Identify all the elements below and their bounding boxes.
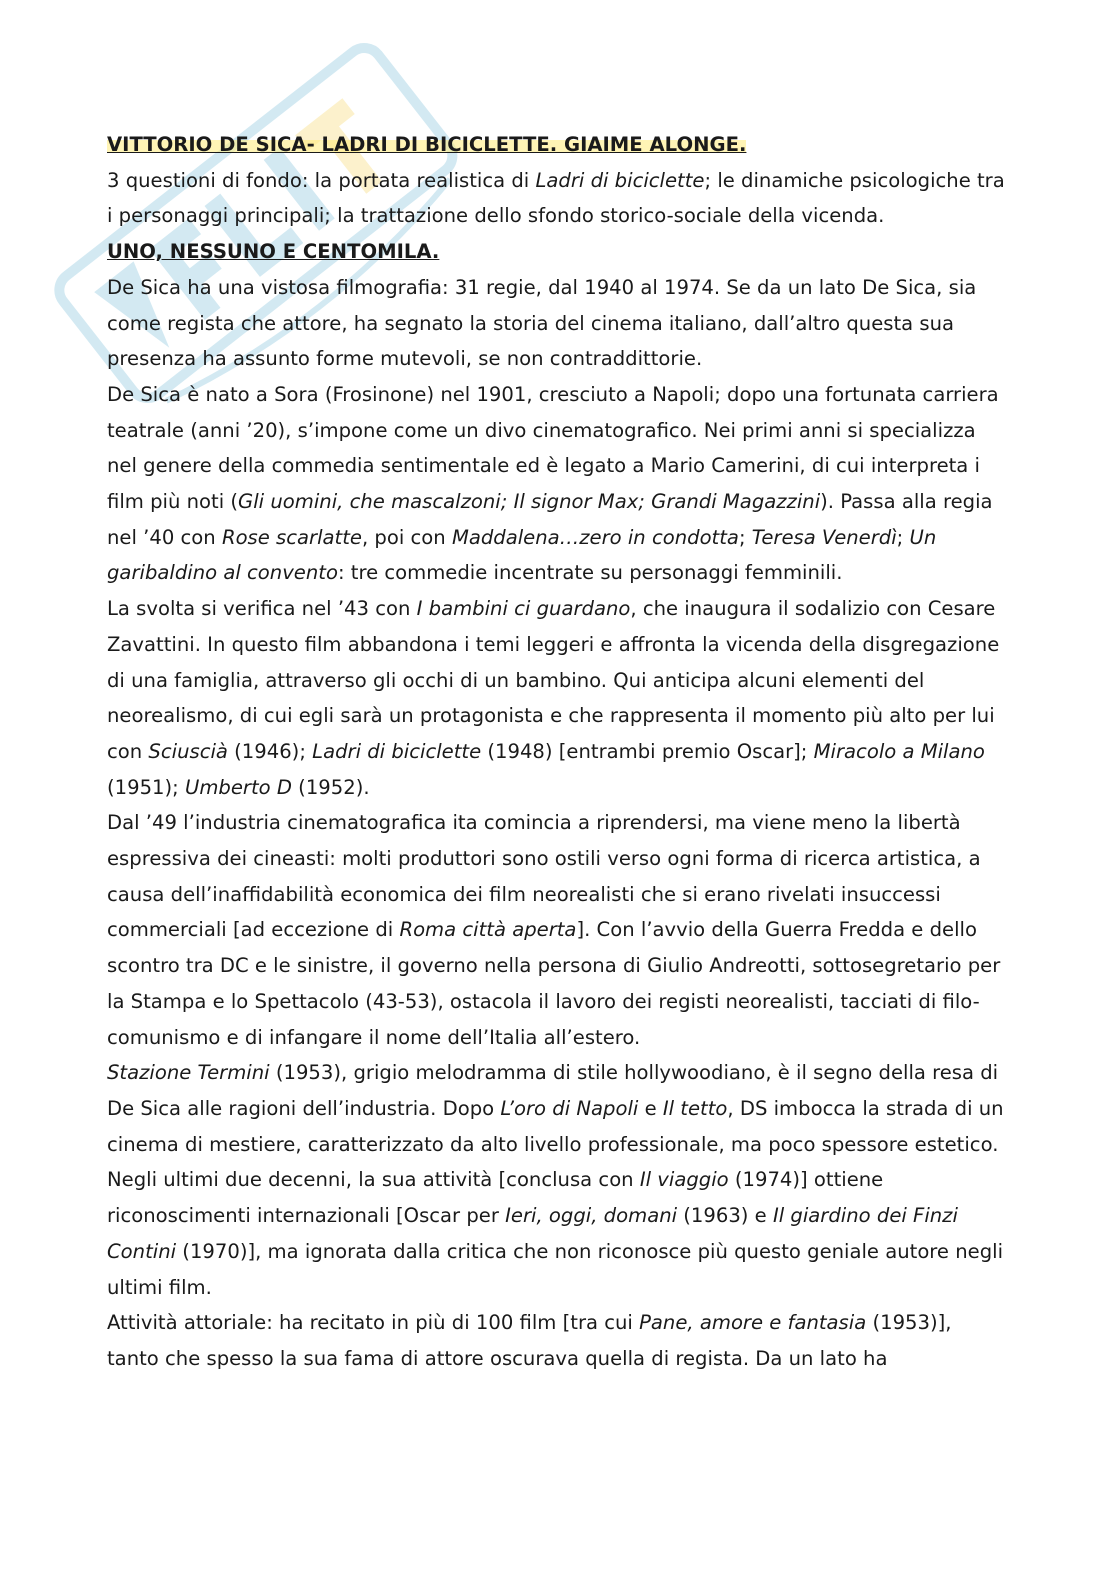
paragraph-filmography: De Sica ha una vistosa filmografia: 31 regie, dal 1940 al 1974. Se da un lato De Sica, sia come regista che attore, ha segnato la storia del cinema italiano, dall’altro questa sua presenza ha assunto forme mutevoli, se non contraddittorie. bbox=[107, 275, 977, 371]
heading-section-text: UNO, NESSUNO E CENTOMILA. bbox=[107, 240, 440, 264]
paragraph-industry: Dal ’49 l’industria cinematografica ita comincia a riprendersi, ma viene meno la libertà espressiva dei cineasti: molti produttori sono ostili verso ogni forma di ricerca artistica, a causa dell’inaffidabilità economica dei film neorealisti che si erano rivelati insuccessi commerciali [ad eccezione di Roma città aperta]. Con l’avvio della Guerra Fredda e dello scontro tra DC e le sinistre, il governo nella persona di Giulio Andreotti, sottosegretario per la Stampa e lo Spettacolo (43-53), ostacola il lavoro dei registi neorealisti, tacciati di filo-comunismo e di infangare il nome dell’Italia all’estero. bbox=[107, 811, 1001, 1049]
paragraph-biography: De Sica è nato a Sora (Frosinone) nel 1901, cresciuto a Napoli; dopo una fortunata carriera teatrale (anni ’20), s’impone come un divo cinematografico. Nei primi anni si specializza nel genere della commedia sentimentale ed è legato a Mario Camerini, di cui interpreta i film più noti (Gli uomini, che mascalzoni; Il signor Max; Grandi Magazzini). Passa alla regia nel ’40 con Rose scarlatte, poi con Maddalena…zero in condotta; Teresa Venerdì; Un garibaldino al convento: tre commedie incentrate su personaggi femminili. bbox=[107, 382, 999, 585]
heading-section bbox=[107, 234, 1007, 270]
paragraph-late-career: Stazione Termini (1953), grigio melodramma di stile hollywoodiano, è il segno della resa di De Sica alle ragioni dell’industria. Dopo L’oro di Napoli e Il tetto, DS imbocca la strada di un cinema di mestiere, caratterizzato da alto livello professionale, ma poco spessore estetico. Negli ultimi due decenni, la sua attività [conclusa con Il viaggio (1974)] ottiene riconoscimenti internazionali [Oscar per Ieri, oggi, domani (1963) e Il giardino dei Finzi Contini (1970)], ma ignorata dalla critica che non riconosce più questo geniale autore negli ultimi film. bbox=[107, 1061, 1004, 1299]
heading-title bbox=[107, 127, 1007, 163]
heading-title-text: VITTORIO DE SICA- LADRI DI BICICLETTE. GIAIME ALONGE. bbox=[107, 133, 747, 156]
intro-paragraph: 3 questioni di fondo: la portata realistica di Ladri di biciclette; le dinamiche psicologiche tra i personaggi principali; la trattazione dello sfondo storico-sociale della vicenda. bbox=[107, 168, 1005, 228]
document-page bbox=[107, 127, 1007, 1377]
paragraph-neorealism: La svolta si verifica nel ’43 con I bambini ci guardano, che inaugura il sodalizio con Cesare Zavattini. In questo film abbandona i temi leggeri e affronta la vicenda della disgregazione di una famiglia, attraverso gli occhi di un bambino. Qui anticipa alcuni elementi del neorealismo, di cui egli sarà un protagonista e che rappresenta il momento più alto per lui con Sciuscià (1946); Ladri di biciclette (1948) [entrambi premio Oscar]; Miracolo a Milano (1951); Umberto D (1952). bbox=[107, 597, 1000, 799]
paragraph-acting: Attività attoriale: ha recitato in più di 100 film [tra cui Pane, amore e fantasia (1953)], tanto che spesso la sua fama di attore oscurava quella di regista. Da un lato ha bbox=[107, 1311, 952, 1370]
